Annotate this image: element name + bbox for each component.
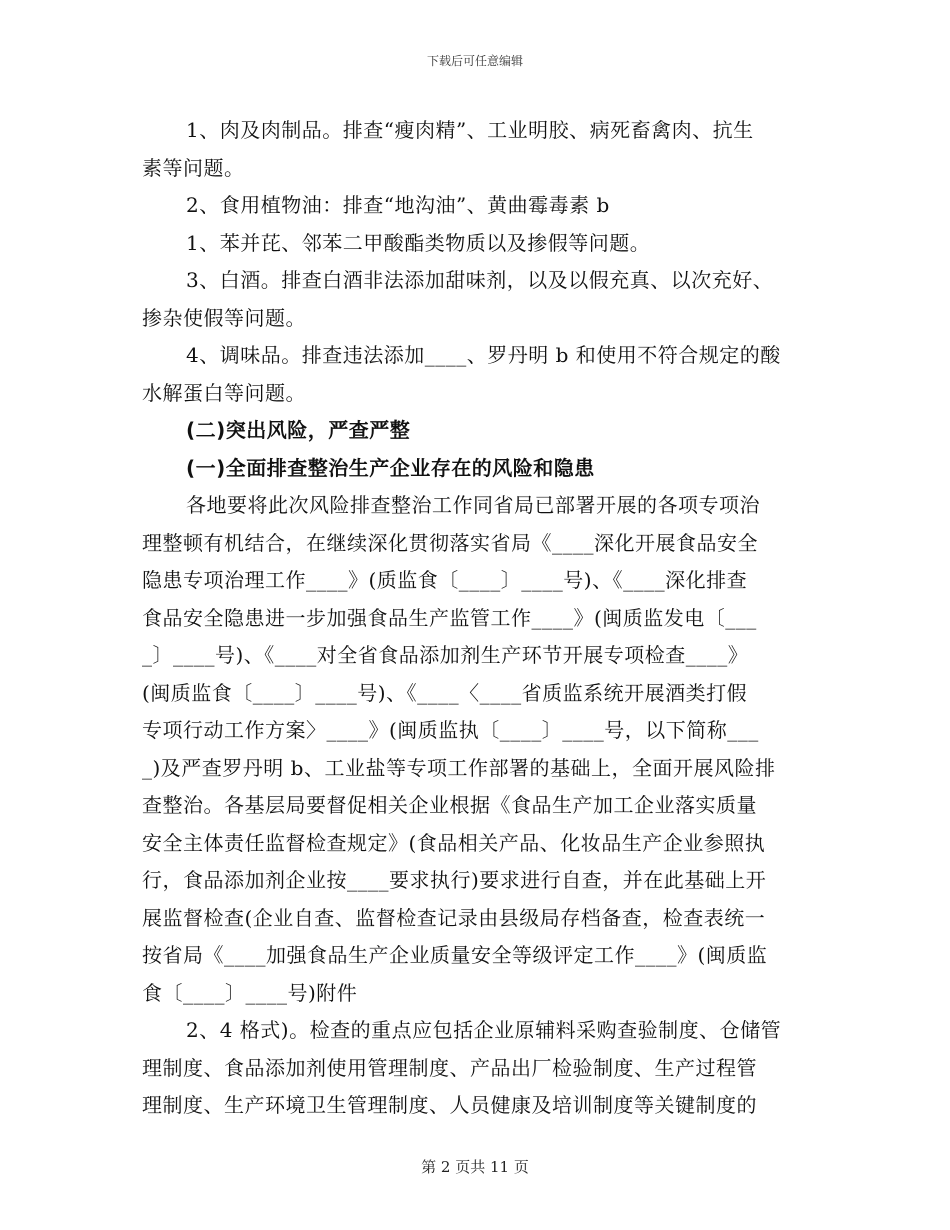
text-line: _〕____号)、《____对全省食品添加剂生产环节开展专项检查____》 (142, 643, 749, 667)
text-line: 按省局《____加强食品生产企业质量安全等级评定工作____》(闽质监 (142, 943, 768, 967)
text-line: 安全主体责任监督检查规定》(食品相关产品、化妆品生产企业参照执 (142, 830, 766, 855)
text-line: (闽质监食〔____〕____号)、《____〈____省质监系统开展酒类打假 (142, 680, 748, 705)
subsection-heading: (一)全面排查整治生产企业存在的风险和隐患 (186, 455, 595, 480)
text-line: 食品安全隐患进一步加强食品生产监管工作____》(闽质监发电〔___ (142, 605, 757, 630)
text-line: _)及严查罗丹明 b、工业盐等专项工作部署的基础上，全面开展风险排 (142, 755, 776, 780)
page-footer: 第 2 页共 11 页 (421, 1158, 529, 1176)
text-line: 理制度、食品添加剂使用管理制度、产品出厂检验制度、生产过程管 (142, 1055, 757, 1080)
text-line: 各地要将此次风险排查整治工作同省局已部署开展的各项专项治 (186, 493, 760, 517)
text-line: 2、食用植物油：排查“地沟油”、黄曲霉毒素 b (186, 193, 610, 217)
text-line: 1、苯并芘、邻苯二甲酸酯类物质以及掺假等问题。 (186, 230, 651, 255)
document-body (142, 112, 812, 1125)
text-line: 理整顿有机结合，在继续深化贯彻落实省局《____深化开展食品安全 (142, 530, 758, 555)
text-line: 掺杂使假等问题。 (142, 305, 306, 330)
text-line: 4、调味品。排查违法添加____、罗丹明 b 和使用不符合规定的酸 (186, 343, 781, 367)
text-line: 行，食品添加剂企业按____要求执行)要求进行自查，并在此基础上开 (142, 868, 767, 892)
text-line: 食〔____〕____号)附件 (142, 980, 358, 1005)
text-line: 2、4 格式)。检查的重点应包括企业原辅料采购查验制度、仓储管 (186, 1018, 782, 1042)
page-header: 下载后可任意编辑 (426, 54, 523, 68)
text-line: 查整治。各基层局要督促相关企业根据《食品生产加工企业落实质量 (142, 793, 757, 817)
text-line: 3、白酒。排查白酒非法添加甜味剂，以及以假充真、以次充好、 (186, 268, 774, 292)
text-line: 展监督检查(企业自查、监督检查记录由县级局存档备查，检查表统一 (142, 905, 766, 930)
section-heading: (二)突出风险，严查严整 (186, 418, 411, 442)
text-line: 隐患专项治理工作____》(质监食〔____〕____号)、《____深化排查 (142, 568, 748, 592)
text-line: 素等问题。 (142, 155, 245, 180)
text-line: 专项行动工作方案〉____》(闽质监执〔____〕____号，以下简称___ (142, 718, 759, 742)
text-line: 水解蛋白等问题。 (142, 380, 306, 405)
text-line: 1、肉及肉制品。排查“瘦肉精”、工业明胶、病死畜禽肉、抗生 (186, 118, 754, 142)
text-line: 理制度、生产环境卫生管理制度、人员健康及培训制度等关键制度的 (142, 1093, 757, 1117)
